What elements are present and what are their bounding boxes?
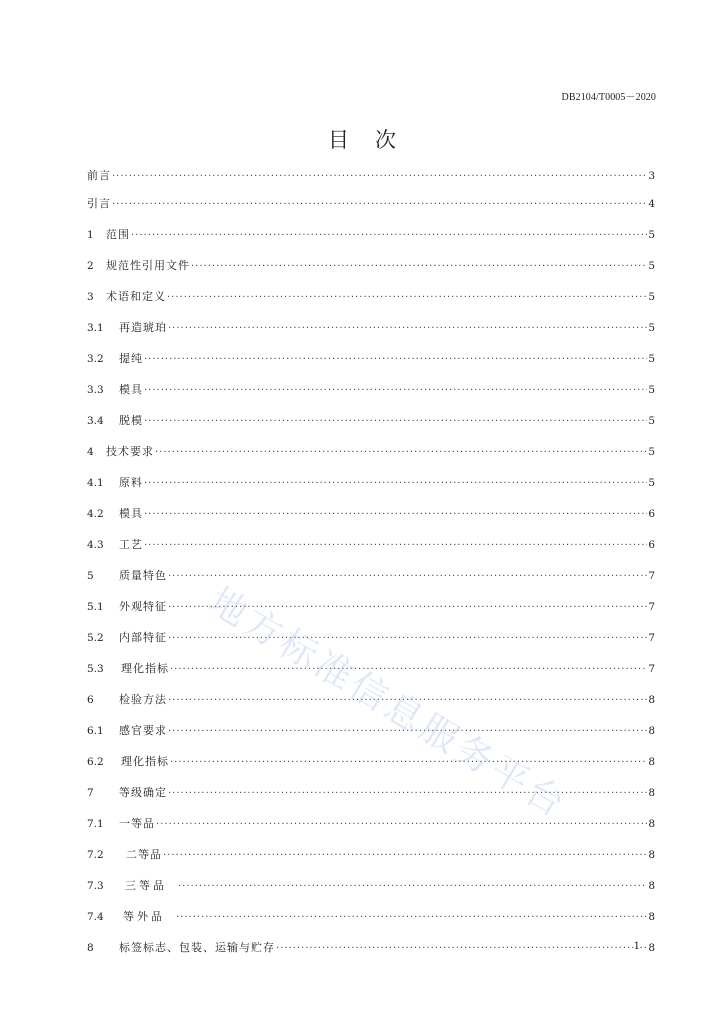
toc-leader-dots [144,540,647,551]
toc-entry-number: 1 [87,229,94,241]
toc-entry-page: 8 [648,880,655,892]
toc-entry-page: 3 [648,170,655,182]
toc-entry-number: 7.4 [87,911,104,923]
toc-entry-page: 5 [648,384,655,396]
toc-entry[interactable] [87,474,655,490]
toc-leader-dots [168,571,647,582]
toc-entry-label: 外观特征 [119,600,167,613]
toc-entry-page: 5 [648,477,655,489]
toc-entry-label: 工艺 [119,538,143,551]
toc-entry-label: 感官要求 [119,724,167,737]
toc-entry-page: 8 [648,787,655,799]
toc-entry-number: 6 [87,694,94,706]
toc-leader-dots [168,633,647,644]
toc-leader-dots [170,664,647,675]
toc-leader-dots [156,819,647,830]
toc-entry-label: 提纯 [119,352,143,365]
toc-entry-number: 6.2 [87,756,104,768]
document-code: DB2104/T0005－2020 [561,92,656,103]
toc-entry-page: 8 [648,694,655,706]
toc-leader-dots [131,230,647,241]
toc-entry-label: 前言 [87,169,111,182]
toc-entry[interactable] [87,908,655,924]
toc-entry[interactable] [87,784,655,800]
toc-entry-label: 等级确定 [119,786,167,799]
toc-entry-label: 模具 [119,507,143,520]
toc-entry-number: 7 [87,787,94,799]
toc-leader-dots [163,850,647,861]
toc-entry-label: 内部特征 [119,631,167,644]
toc-leader-dots [167,292,647,303]
toc-entry-label: 模具 [119,383,143,396]
toc-entry-number: 4.3 [87,539,104,551]
toc-entry-label: 三等品 [125,879,167,892]
toc-entry-number: 5.3 [87,663,104,675]
toc-leader-dots [168,695,647,706]
toc-entry[interactable] [87,536,655,552]
toc-entry-page: 5 [648,415,655,427]
toc-entry[interactable] [87,226,655,242]
toc-entry[interactable] [87,288,655,304]
toc-entry-page: 8 [648,849,655,861]
toc-entry[interactable] [87,195,655,211]
toc-entry-page: 5 [648,353,655,365]
toc-leader-dots [191,261,647,272]
toc-entry-page: 5 [648,446,655,458]
toc-entry-page: 5 [648,229,655,241]
toc-entry[interactable] [87,443,655,459]
toc-entry[interactable] [87,567,655,583]
toc-entry-number: 4.1 [87,477,104,489]
toc-leader-dots [144,354,647,365]
toc-entry-page: 5 [648,322,655,334]
toc-entry-label: 标签标志、包装、运输与贮存 [119,941,275,954]
toc-entry-page: 5 [648,291,655,303]
toc-entry-number: 3 [87,291,94,303]
toc-entry-label: 脱模 [119,414,143,427]
toc-entry[interactable] [87,257,655,273]
toc-entry-number: 3.3 [87,384,104,396]
toc-entry[interactable] [87,815,655,831]
toc-leader-dots [112,199,647,210]
toc-entry[interactable] [87,939,655,955]
toc-entry-label: 质量特色 [119,569,167,582]
toc-leader-dots [144,478,647,489]
toc-entry-page: 5 [648,260,655,272]
toc-leader-dots [178,881,647,892]
toc-leader-dots [168,602,647,613]
toc-entry-number: 2 [87,260,94,272]
toc-entry-page: 8 [648,756,655,768]
toc-entry-label: 再造琥珀 [119,321,167,334]
toc-entry-page: 7 [648,663,655,675]
toc-entry[interactable] [87,167,655,183]
toc-entry-label: 范围 [106,228,130,241]
toc-leader-dots [168,726,647,737]
toc-leader-dots [144,509,647,520]
toc-entry-page: 7 [648,601,655,613]
toc-entry-label: 原料 [119,476,143,489]
toc-entry-label: 理化指标 [121,662,169,675]
toc-entry-number: 5.1 [87,601,104,613]
toc-entry-label: 术语和定义 [106,290,166,303]
toc-entry[interactable] [87,753,655,769]
toc-entry[interactable] [87,846,655,862]
toc-leader-dots [168,323,647,334]
toc-entry[interactable] [87,691,655,707]
toc-entry[interactable] [87,598,655,614]
toc-entry[interactable] [87,505,655,521]
toc-entry-number: 4.2 [87,508,104,520]
toc-leader-dots [170,757,647,768]
toc-leader-dots [144,385,647,396]
toc-entry-number: 4 [87,446,94,458]
toc-entry-number: 5 [87,570,94,582]
toc-entry-number: 6.1 [87,725,104,737]
toc-leader-dots [112,171,647,182]
toc-entry-page: 8 [648,942,655,954]
toc-title: 目次 [328,128,422,152]
toc-leader-dots [155,447,647,458]
toc-entry-page: 7 [648,570,655,582]
toc-entry-label: 引言 [87,197,111,210]
toc-entry[interactable] [87,629,655,645]
toc-entry-number: 5.2 [87,632,104,644]
toc-entry-page: 6 [648,508,655,520]
toc-entry[interactable] [87,877,655,893]
toc-entry-number: 7.2 [87,849,104,861]
toc-entry[interactable] [87,350,655,366]
toc-entry-label: 一等品 [119,817,155,830]
toc-leader-dots [144,416,647,427]
toc-entry-label: 理化指标 [121,755,169,768]
toc-entry[interactable] [87,412,655,428]
toc-entry-label: 等外品 [123,910,165,923]
toc-entry[interactable] [87,722,655,738]
toc-entry-page: 6 [648,539,655,551]
toc-entry[interactable] [87,319,655,335]
toc-entry-number: 3.2 [87,353,104,365]
toc-entry[interactable] [87,660,655,676]
toc-leader-dots [176,912,647,923]
toc-entry[interactable] [87,381,655,397]
toc-entry-label: 检验方法 [119,693,167,706]
toc-entry-page: 8 [648,818,655,830]
toc-leader-dots [168,788,647,799]
toc-entry-number: 3.4 [87,415,104,427]
toc-entry-number: 7.3 [87,880,104,892]
toc-entry-page: 8 [648,911,655,923]
table-of-contents [87,167,655,955]
toc-leader-dots [276,943,647,954]
toc-entry-number: 3.1 [87,322,104,334]
toc-entry-number: 8 [87,942,94,954]
toc-entry-page: 8 [648,725,655,737]
watermark: 地方标准信息服务平台 [201,578,575,828]
toc-entry-label: 技术要求 [106,445,154,458]
toc-entry-page: 4 [648,198,655,210]
toc-entry-page: 7 [648,632,655,644]
toc-entry-label: 二等品 [126,848,162,861]
toc-entry-number: 7.1 [87,818,104,830]
page-number: 1 [633,941,640,952]
toc-entry-label: 规范性引用文件 [106,259,190,272]
